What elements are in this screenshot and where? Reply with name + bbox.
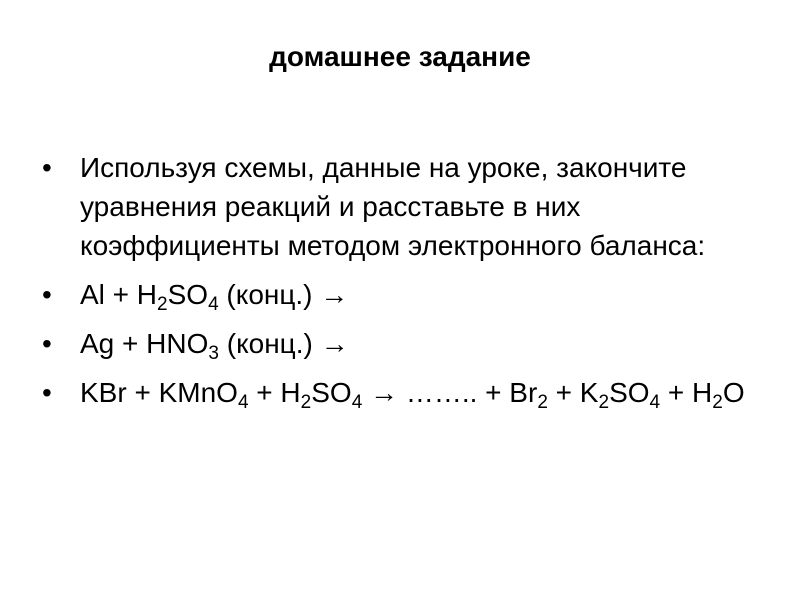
list-item	[42, 324, 782, 363]
bullet-icon: •	[42, 152, 52, 183]
equation-ag-hno3: $Ag + HNO_3$ (конц.) →	[80, 328, 349, 364]
list-item	[42, 275, 782, 314]
list-item	[42, 373, 782, 412]
bullet-icon: •	[42, 328, 52, 359]
slide-title: домашнее задание	[269, 41, 531, 72]
bullet-icon: •	[42, 279, 52, 310]
bullet-icon: •	[42, 377, 52, 408]
equation-kbr-kmno4: KBr + KMnO$_4$ + $H_2SO_4$ → …….. + $Br_2 + K_2SO_4 + H_2O$	[80, 377, 745, 413]
list-item-text: Используя схемы, данные на уроке, закончите уравнения реакций и расставьте в них коэффициенты методом электронного баланса:	[80, 152, 706, 261]
bullet-list	[42, 148, 782, 422]
equation-al-h2so4: $Al + H_2SO_4$ (конц.) →	[80, 279, 349, 315]
list-item	[42, 148, 782, 265]
